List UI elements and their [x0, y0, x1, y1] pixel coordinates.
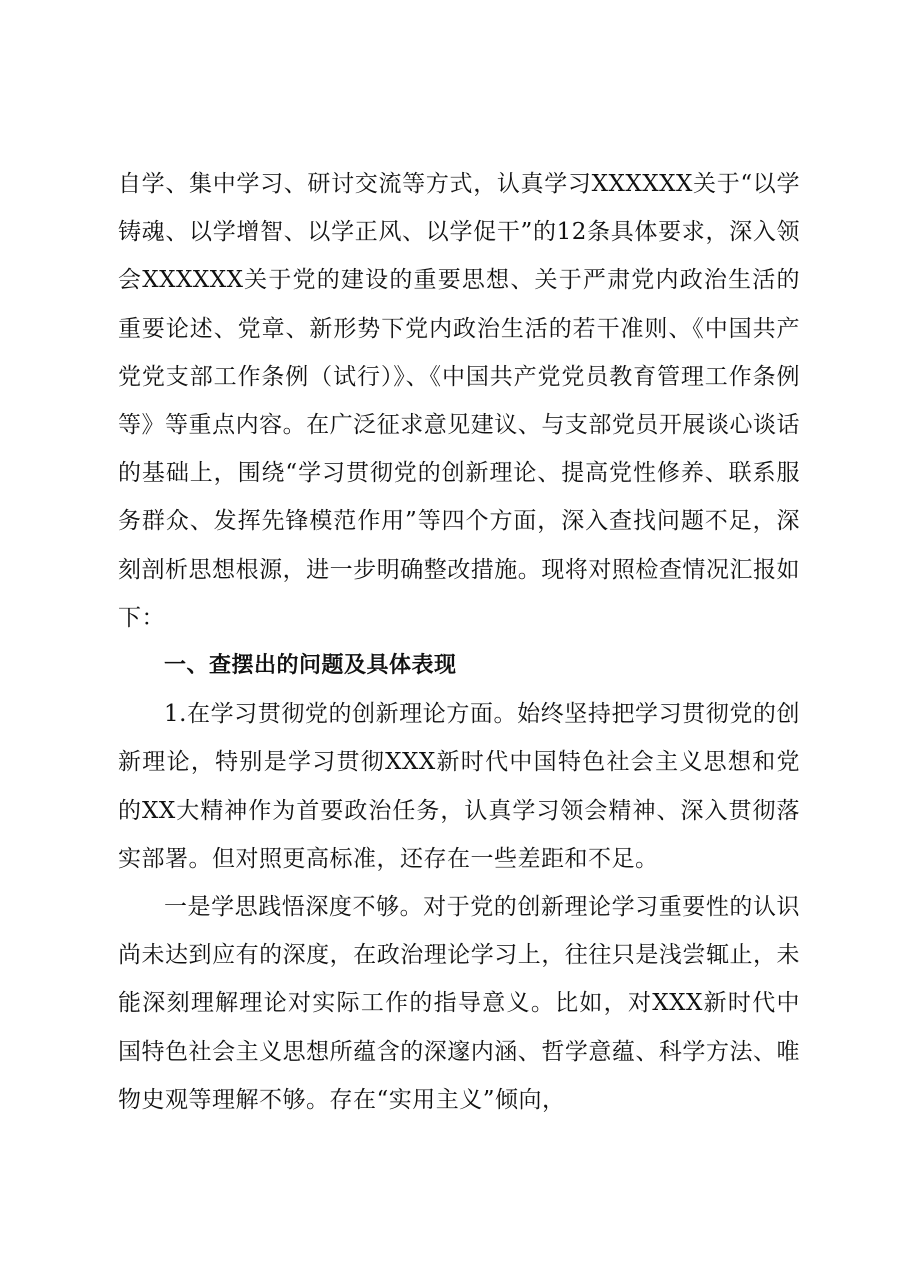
section-heading: 一、查摆出的问题及具体表现 — [164, 653, 457, 679]
paragraph-point-1: 1.在学习贯彻党的创新理论方面。始终坚持把学习贯彻党的创新理论，特别是学习贯彻XXX新时代中国特色社会主义思想和党的XX大精神作为首要政治任务，认真学习领会精神、深入贯彻落实部署。但对照更高标准，还存在一些差距和不足。 — [118, 701, 800, 872]
paragraph-intro: 自学、集中学习、研讨交流等方式，认真学习XXXXXX关于“以学铸魂、以学增智、以学正风、以学促干”的12条具体要求，深入领会XXXXXX关于党的建设的重要思想、关于严肃党内政治生活的重要论述、党章、新形势下党内政治生活的若干准则、《中国共产党党支部工作条例（试行）》、《中国共产党党员教育管理工作条例等》等重点内容。在广泛征求意见建议、与支部党员开展谈心谈话的基础上，围绕“学习贯彻党的创新理论、提高党性修养、联系服务群众、发挥先锋模范作用”等四个方面，深入查找问题不足，深刻剖析思想根源，进一步明确整改措施。现将对照检查情况汇报如下： — [118, 171, 800, 631]
document-body — [118, 160, 800, 1124]
paragraph-point-1-a: 一是学思践悟深度不够。对于党的创新理论学习重要性的认识尚未达到应有的深度，在政治理论学习上，往往只是浅尝辄止，未能深刻理解理论对实际工作的指导意义。比如，对XXX新时代中国特色社会主义思想所蕴含的深邃内涵、哲学意蕴、科学方法、唯物史观等理解不够。存在“实用主义”倾向， — [118, 894, 800, 1113]
